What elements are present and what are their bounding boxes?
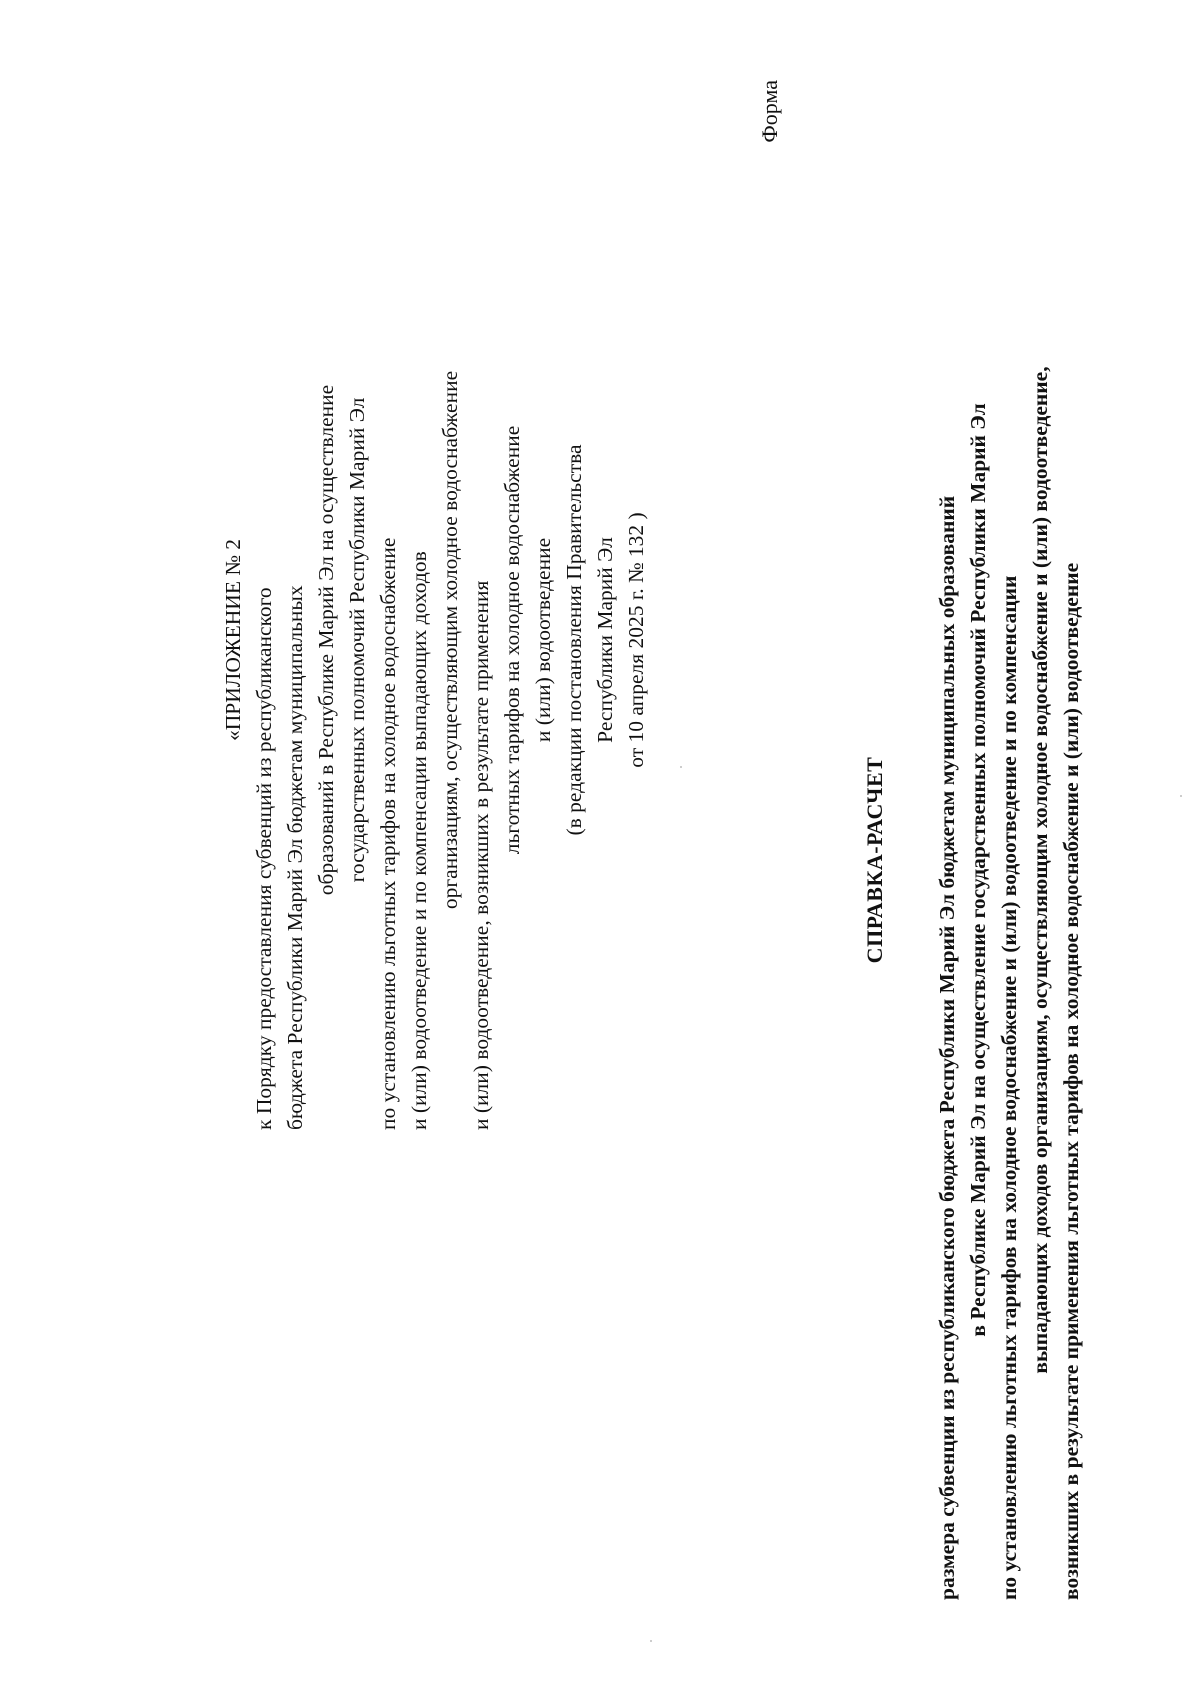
subtitle-line: выпадающих доходов организациям, осуществляющим холодное водоснабжение и (или) водоотведение, [1028,366,1052,1374]
appendix-line: и (или) водоотведение и по компенсации выпадающих доходов [407,551,431,1130]
appendix-line: (в редакции постановления Правительства [562,444,586,836]
form-label: Форма [757,80,782,143]
appendix-header [218,150,652,1130]
appendix-line: и (или) водоотведение, возникших в результате применения [469,580,493,1130]
subtitle-line: по установлению льготных тарифов на холодное водоснабжение и (или) водоотведение и по компенсации [997,575,1021,1600]
appendix-date-line: от 10 апреля 2025 г. № 132 ) [624,512,648,768]
appendix-line: Республики Марий Эл [593,537,617,743]
appendix-title: «ПРИЛОЖЕНИЕ № 2 [221,539,245,741]
appendix-line: к Порядку предоставления субвенций из республиканского [252,587,276,1130]
appendix-line: льготных тарифов на холодное водоснабжение [500,425,524,855]
subtitle-line: в Республике Марий Эл на осуществление государственных полномочий Республики Марий Эл [966,403,990,1337]
subtitle-line: размера субвенции из республиканского бюджета Республики Марий Эл бюджетам муниципальных образований [935,495,959,1600]
appendix-line: по установлению льготных тарифов на холодное водоснабжение [376,537,400,1130]
document-title: СПРАВКА-РАСЧЕТ [862,756,887,964]
scan-speck [1180,795,1182,797]
appendix-line: образований в Республике Марий Эл на осуществление [314,384,338,896]
appendix-line: государственных полномочий Республики Марий Эл [345,397,369,883]
appendix-line: и (или) водоотведение [531,537,555,743]
scan-speck [650,1640,652,1642]
appendix-line: организациям, осуществляющим холодное водоснабжение [438,370,462,910]
appendix-line: бюджета Республики Марий Эл бюджетам муниципальных [283,585,307,1130]
subtitle-line: возникших в результате применения льготных тарифов на холодное водоснабжение и (или) водоотведение [1059,562,1083,1600]
document-subtitle [932,140,1087,1600]
scan-speck [680,766,682,768]
